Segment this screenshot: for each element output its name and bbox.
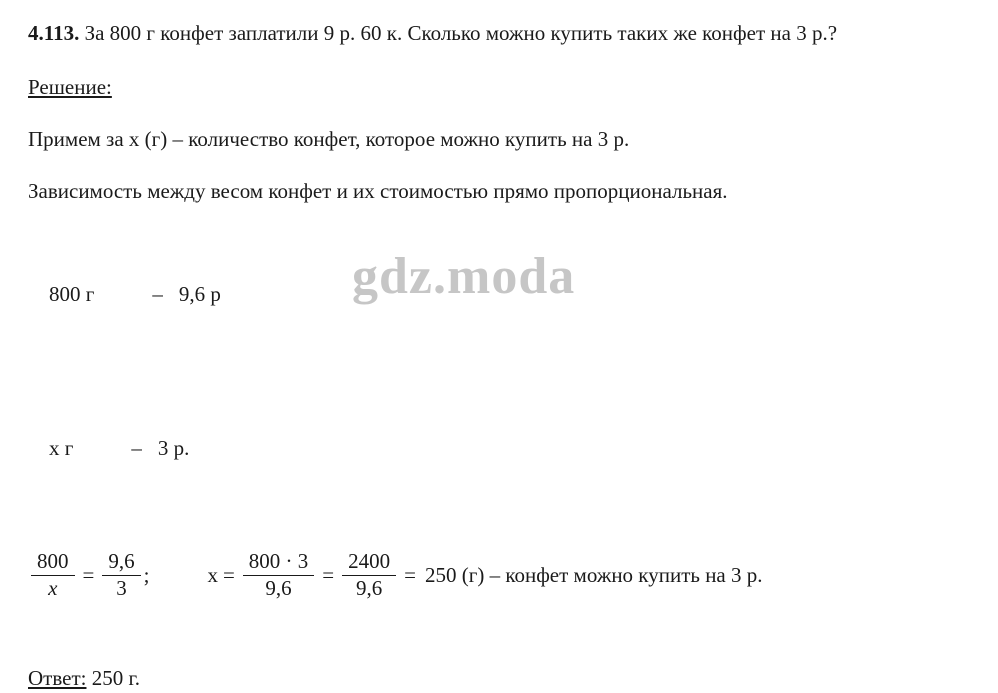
spacer [28,206,970,228]
fraction-numerator: 2400 [348,549,391,573]
proportion-left: x г [49,436,74,460]
spacer [28,102,970,124]
answer-line [28,663,970,693]
semicolon: ; [143,562,150,587]
fraction-denominator: 9,6 [356,575,383,600]
fraction-2400-over-96 [342,550,396,600]
assumption-line: Примем за x (г) – количество конфет, которое можно купить на 3 р. [28,127,630,151]
watermark: gdz.moda [352,248,576,305]
fraction-numerator: 9,6 [108,549,135,573]
proportion-right: 3 р. [157,436,190,460]
solution-label-text: Решение: [28,75,112,99]
equals-sign: = [404,562,416,587]
spacer [28,514,970,540]
spacer [28,360,970,382]
equals-sign: = [222,562,235,587]
fraction-numerator: 800 · 3 [248,549,309,573]
proportion-row [28,403,970,493]
equals-sign: = [82,562,95,587]
spacer [28,50,970,72]
dependency-line: Зависимость между весом конфет и их стоимостью прямо пропорциональная. [28,179,728,203]
fraction-800-over-x [31,550,75,600]
proportion-dash: – [152,282,163,306]
answer-value: 250 г. [91,666,140,691]
spacer [28,154,970,176]
fraction-denominator: x [48,575,58,600]
fraction-800x3-over-96 [243,550,315,600]
fraction-denominator: 3 [116,575,127,600]
fraction-96-over-3 [102,550,140,600]
fraction-numerator: 800 [37,549,69,573]
equation-result: 250 (г) – конфет можно купить на 3 р. [424,562,763,587]
problem-text: За 800 г конфет заплатили 9 р. 60 к. Сколько можно купить таких же конфет на 3 р.? [84,21,838,45]
proportion-right: 9,6 р [178,282,221,306]
proportion-left: 800 г [49,282,95,306]
spacer [28,626,970,642]
spacer [28,600,970,626]
problem-number: 4.113. [28,21,80,45]
variable-x: x [207,562,218,587]
proportion-dash: – [131,436,142,460]
answer-label: Ответ: [28,666,87,691]
fraction-denominator: 9,6 [265,575,292,600]
equals-sign: = [322,562,335,587]
solution-label [28,72,970,102]
problem-statement [28,18,970,48]
proportion-row [28,249,970,339]
equation-row [28,550,970,600]
